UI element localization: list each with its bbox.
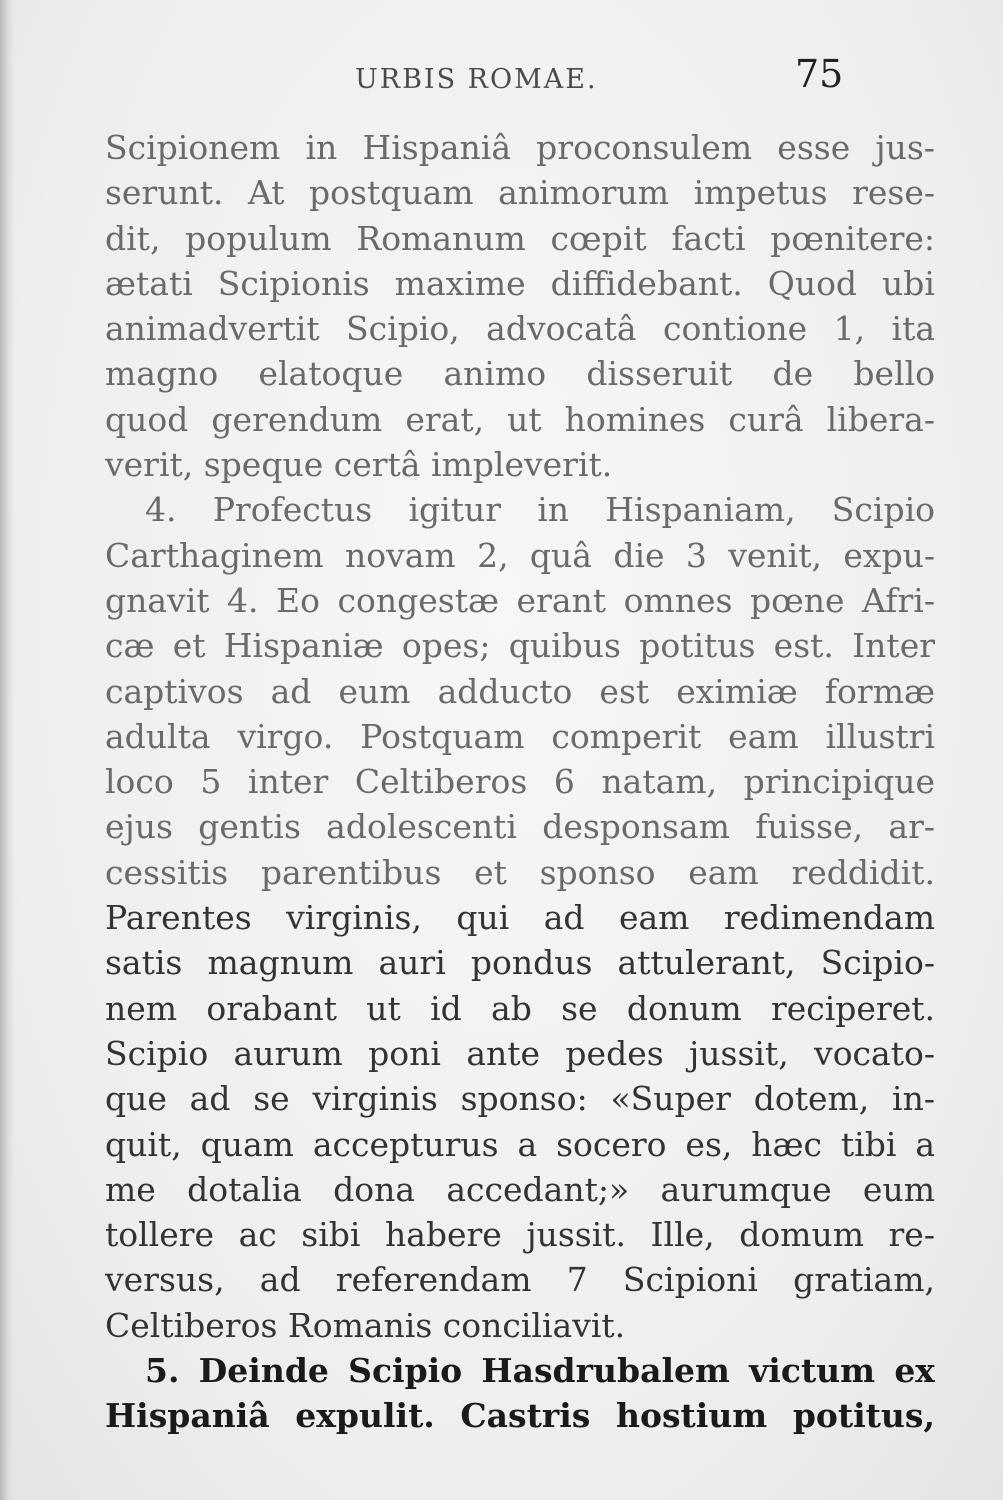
text-line: quit, quam accepturus a socero es, hæc tibi a xyxy=(105,1124,935,1164)
text-line: gnavit 4. Eo congestæ erant omnes pœne Afri- xyxy=(105,580,935,620)
text-line: captivos ad eum adducto est eximiæ formæ xyxy=(105,671,935,711)
text-line: tollere ac sibi habere jussit. Ille, domum re- xyxy=(105,1215,935,1255)
body-text xyxy=(105,125,935,1439)
text-line: nem orabant ut id ab se donum reciperet. xyxy=(105,988,935,1028)
text-line: animadvertit Scipio, advocatâ contione 1, ita xyxy=(105,309,935,349)
text-line: adulta virgo. Postquam comperit eam illustri xyxy=(105,716,935,756)
text-line: Hispaniâ expulit. Castris hostium potitus, xyxy=(105,1396,935,1436)
page-header xyxy=(0,52,1003,102)
text-line: loco 5 inter Celtiberos 6 natam, principique xyxy=(105,762,935,802)
text-line: ejus gentis adolescenti desponsam fuisse, ar- xyxy=(105,807,935,847)
text-line: cæ et Hispaniæ opes; quibus potitus est. Inter xyxy=(105,626,935,666)
text-line: versus, ad referendam 7 Scipioni gratiam, xyxy=(105,1260,935,1300)
text-line: Scipionem in Hispaniâ proconsulem esse jus- xyxy=(105,128,935,167)
page-gutter-shadow xyxy=(0,0,14,1500)
text-line: que ad se virginis sponso: «Super dotem, in- xyxy=(105,1079,935,1119)
text-line: Parentes virginis, qui ad eam redimendam xyxy=(105,898,935,938)
text-line: 4. Profectus igitur in Hispaniam, Scipio xyxy=(145,490,935,530)
text-line: magno elatoque animo disseruit de bello xyxy=(105,354,935,394)
running-title: URBIS ROMAE. xyxy=(355,64,598,95)
page-number: 75 xyxy=(795,52,844,96)
text-line: satis magnum auri pondus attulerant, Scipio- xyxy=(105,943,935,983)
text-line: Carthaginem novam 2, quâ die 3 venit, expu- xyxy=(105,535,935,575)
text-line: 5. Deinde Scipio Hasdrubalem victum ex xyxy=(145,1351,935,1391)
text-line: serunt. At postquam animorum impetus rese- xyxy=(105,173,935,213)
text-line: Scipio aurum poni ante pedes jussit, vocato- xyxy=(105,1033,935,1073)
text-line: verit, speque certâ impleverit. xyxy=(105,445,613,485)
text-line: quod gerendum erat, ut homines curâ libera- xyxy=(105,399,935,439)
text-line: dit, populum Romanum cœpit facti pœnitere: xyxy=(105,218,935,258)
text-line: cessitis parentibus et sponso eam reddidit. xyxy=(105,852,935,892)
text-line: me dotalia dona accedant;» aurumque eum xyxy=(105,1169,935,1209)
text-line: ætati Scipionis maxime diffidebant. Quod ubi xyxy=(105,263,935,303)
text-line: Celtiberos Romanis conciliavit. xyxy=(105,1305,626,1345)
